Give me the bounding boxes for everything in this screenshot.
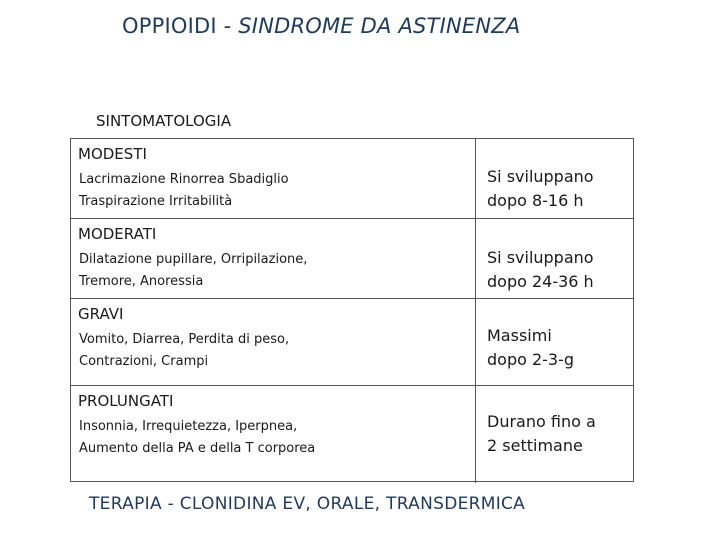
symptom-cell xyxy=(71,219,476,298)
category-label: MODESTI xyxy=(78,145,147,163)
category-label: PROLUNGATI xyxy=(78,392,174,410)
timing-cell xyxy=(476,219,634,298)
timing-line: 2 settimane xyxy=(487,436,583,455)
symptom-cell xyxy=(71,386,476,483)
symptom-line: Insonnia, Irrequietezza, Iperpnea, xyxy=(79,419,298,434)
symptom-line: Lacrimazione Rinorrea Sbadiglio xyxy=(79,172,289,187)
symptom-cell xyxy=(71,139,476,218)
table-row xyxy=(71,219,633,299)
therapy-line: TERAPIA - CLONIDINA EV, ORALE, TRANSDERMICA xyxy=(89,494,526,514)
table-row xyxy=(71,299,633,386)
timing-line: Massimi xyxy=(487,326,552,345)
timing-cell xyxy=(476,299,634,385)
timing-line: Si sviluppano xyxy=(487,167,594,186)
timing-text xyxy=(487,324,574,372)
timing-cell xyxy=(476,386,634,483)
timing-line: Durano fino a xyxy=(487,412,596,431)
timing-line: dopo 24-36 h xyxy=(487,272,594,291)
section-heading: SINTOMATOLOGIA xyxy=(96,112,232,130)
timing-cell xyxy=(476,139,634,218)
category-label: GRAVI xyxy=(78,305,124,323)
symptom-line: Traspirazione Irritabilità xyxy=(79,194,233,209)
timing-text xyxy=(487,246,594,294)
timing-text xyxy=(487,165,594,213)
symptom-line: Vomito, Diarrea, Perdita di peso, xyxy=(79,332,290,347)
timing-line: dopo 8-16 h xyxy=(487,191,584,210)
symptom-cell xyxy=(71,299,476,385)
symptom-line: Aumento della PA e della T corporea xyxy=(79,441,316,456)
symptom-list xyxy=(79,329,469,373)
symptom-list xyxy=(79,169,469,213)
timing-text xyxy=(487,410,596,458)
slide-title xyxy=(122,14,520,38)
timing-line: dopo 2-3-g xyxy=(487,350,575,369)
symptom-list xyxy=(79,416,469,460)
table-row xyxy=(71,139,633,219)
symptom-line: Dilatazione pupillare, Orripilazione, xyxy=(79,252,308,267)
symptom-line: Contrazioni, Crampi xyxy=(79,354,209,369)
table-row xyxy=(71,386,633,483)
symptom-line: Tremore, Anoressia xyxy=(79,274,204,289)
timing-line: Si sviluppano xyxy=(487,248,594,267)
title-prefix: OPPIOIDI - xyxy=(122,14,239,38)
title-italic: SINDROME DA ASTINENZA xyxy=(238,14,521,38)
symptom-list xyxy=(79,249,469,293)
symptom-table xyxy=(70,138,634,482)
category-label: MODERATI xyxy=(78,225,157,243)
